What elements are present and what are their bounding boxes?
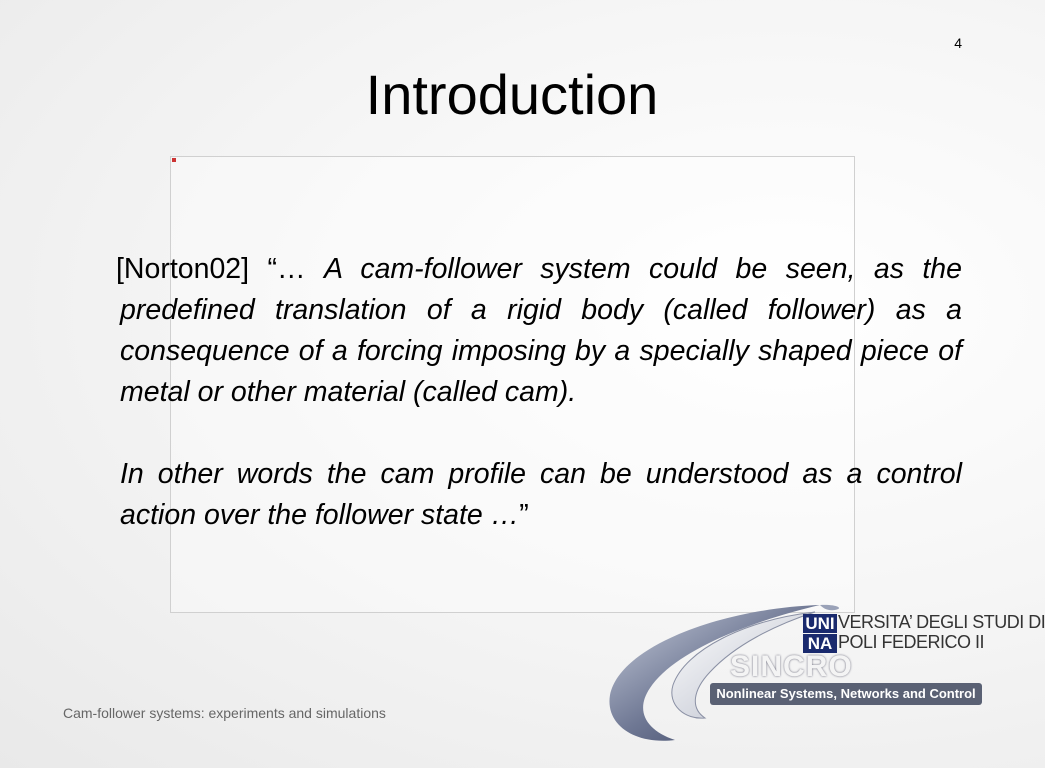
closing-quote: ” — [519, 499, 529, 531]
footer-text: Cam-follower systems: experiments and simulations — [63, 705, 386, 721]
sincro-tagline: Nonlinear Systems, Networks and Control — [710, 683, 982, 705]
slide-number: 4 — [954, 35, 962, 51]
slide-title: Introduction — [365, 63, 659, 126]
university-name-line-1: VERSITA’ DEGLI STUDI DI — [838, 612, 1045, 632]
sincro-brand: SINCRO — [730, 650, 853, 683]
quote-text-2: In other words the cam profile can be understood as a control action over the follower state … — [120, 458, 962, 531]
embedded-object-icon — [172, 158, 176, 162]
quote-paragraph-2 — [120, 454, 962, 536]
citation-prefix: [Norton02] “… — [116, 253, 324, 285]
quote-paragraph-1 — [116, 249, 962, 413]
logo-box-top: UNI — [803, 614, 837, 633]
quote-text-1: A cam-follower system could be seen, as the predefined translation of a rigid body (called follower) as a consequence of a forcing imposing by a specially shaped piece of metal or other material (called cam). — [120, 253, 962, 408]
logo-box-bottom: NA — [803, 634, 837, 653]
body-text — [116, 249, 962, 536]
university-name-line-2: POLI FEDERICO II — [838, 632, 985, 652]
